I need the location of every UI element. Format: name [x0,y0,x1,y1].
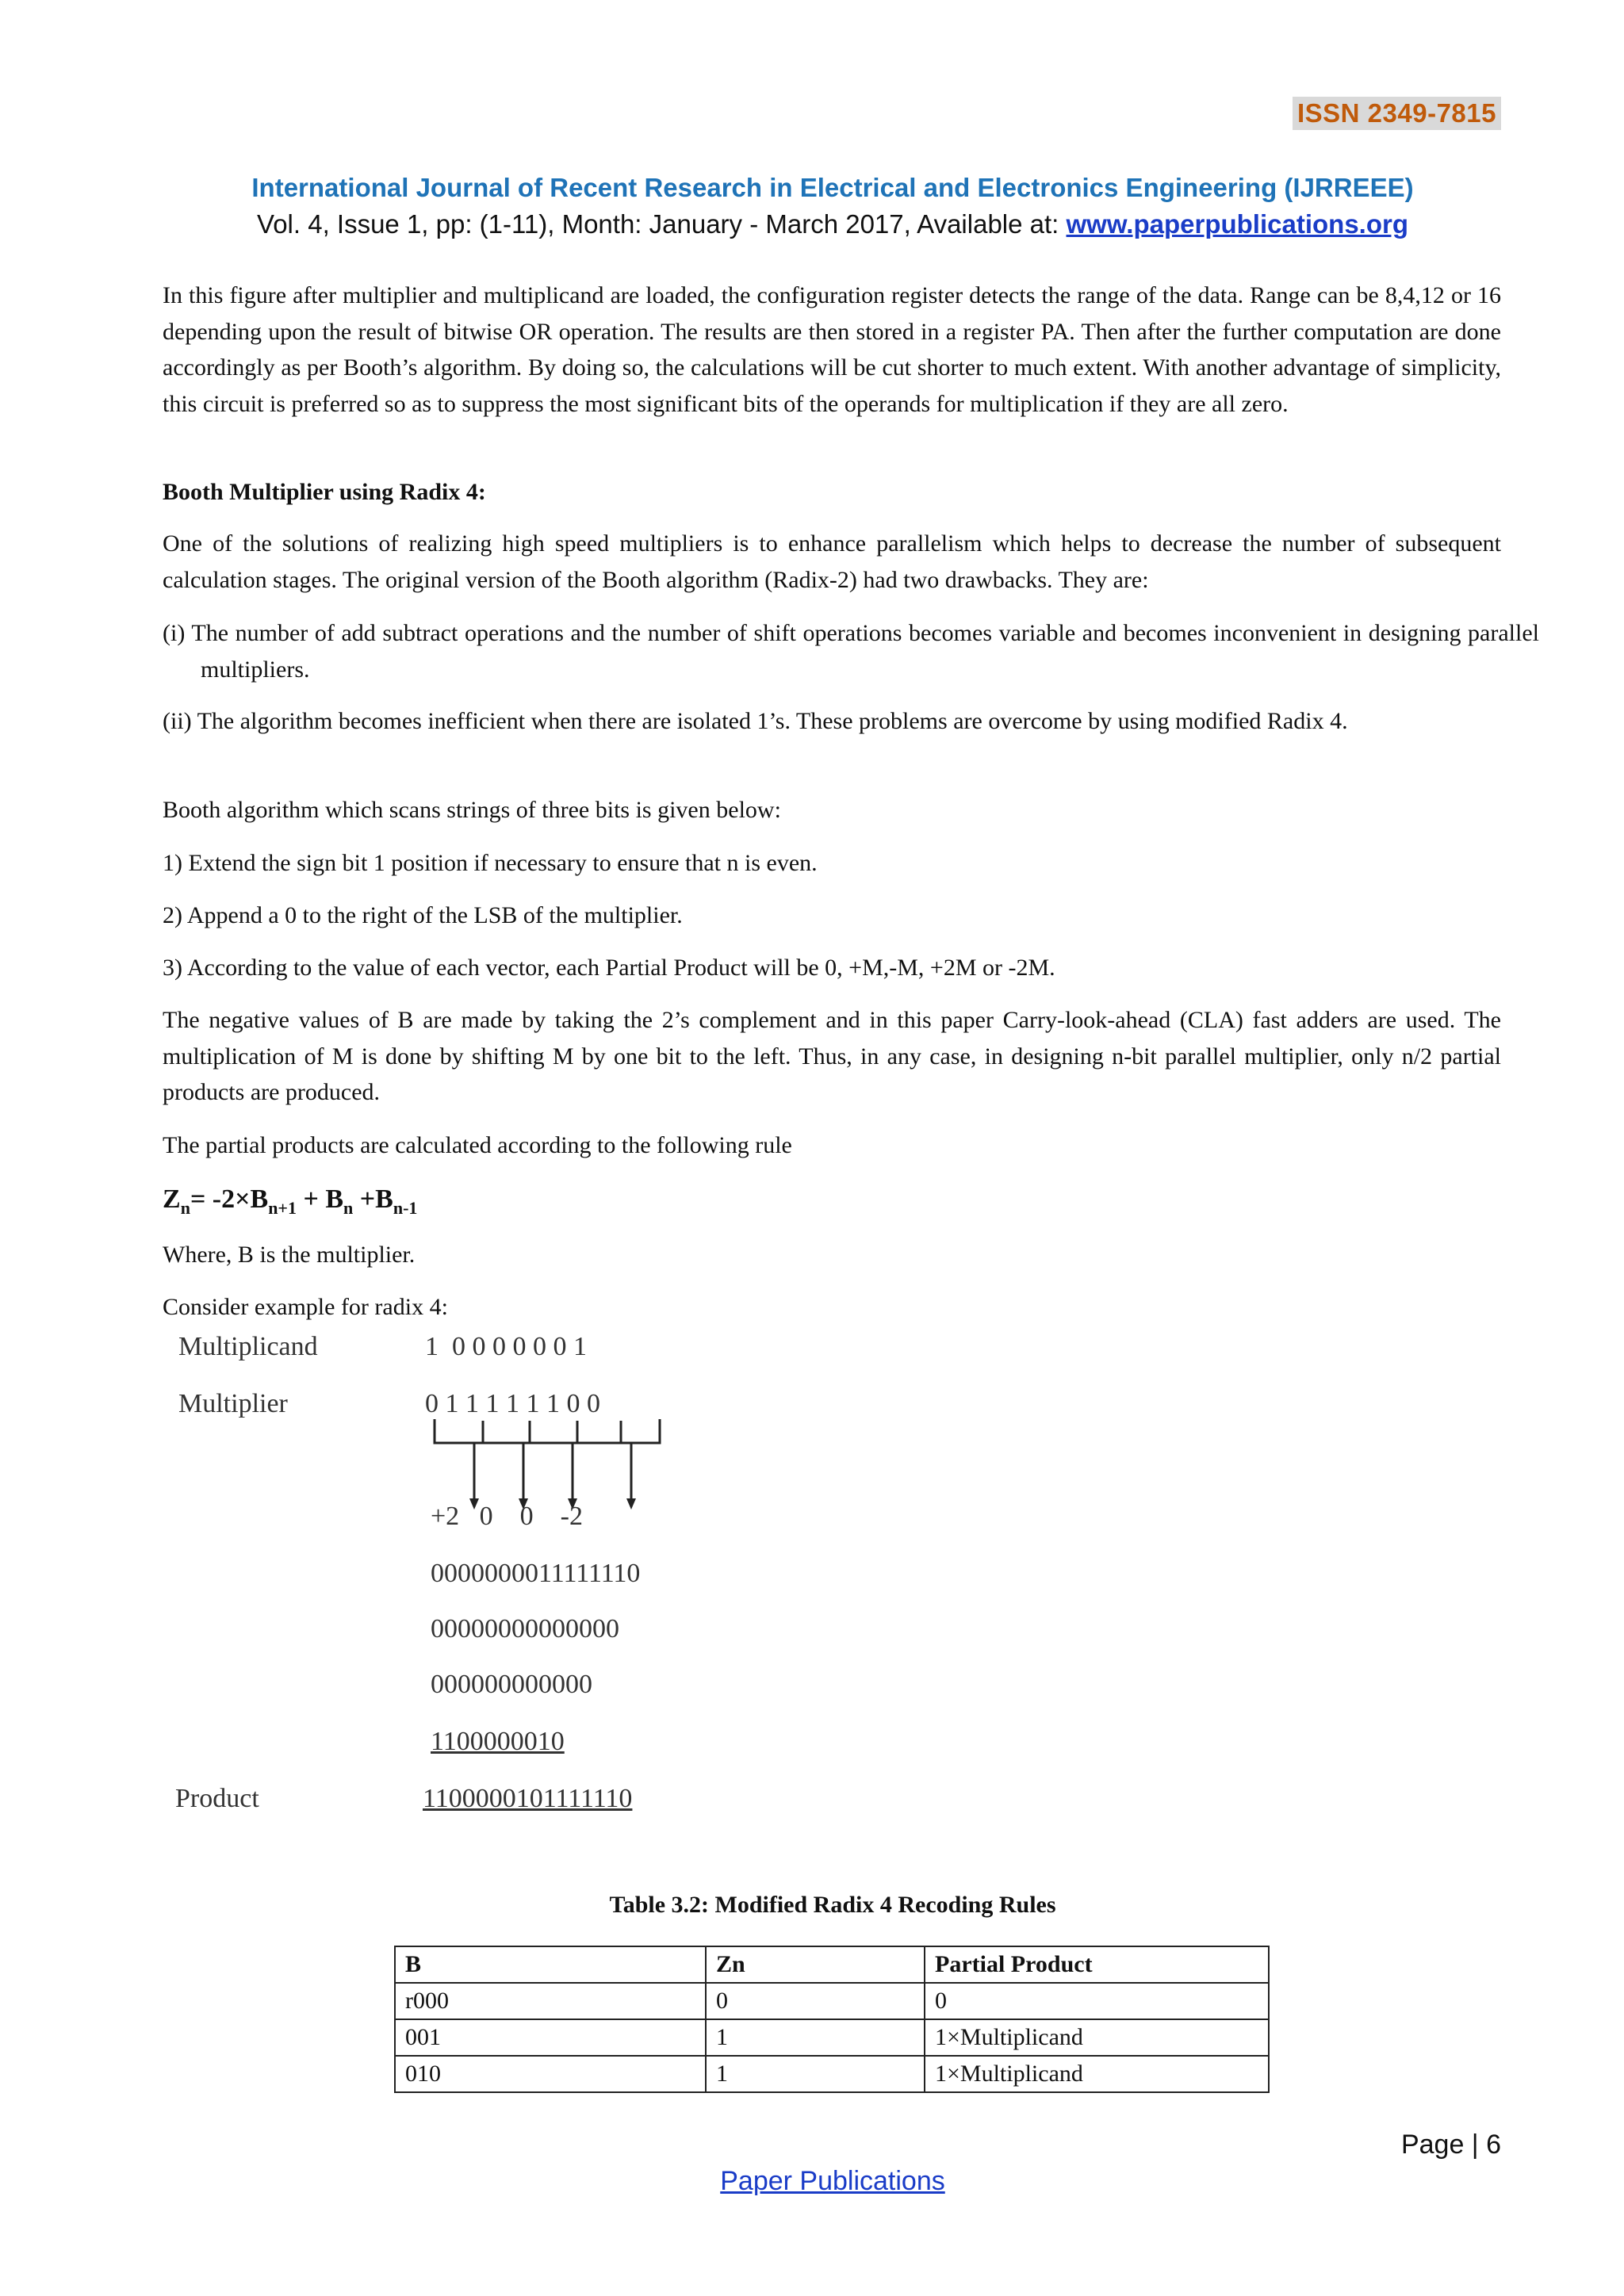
table-cell: 1 [706,2019,925,2056]
formula-part1: = -2×B [190,1184,269,1214]
table-caption: Table 3.2: Modified Radix 4 Recoding Rules [609,1892,1056,1918]
multiplier-label: Multiplier [178,1389,288,1418]
rule-intro: The partial products are calculated according to the following rule [163,1132,792,1158]
formula-part3: +B [353,1184,393,1214]
step-2: 2) Append a 0 to the right of the LSB of the multiplier. [163,902,683,928]
radix4-paragraph: One of the solutions of realizing high speed multipliers is to enhance parallelism which helps to decrease the number of subsequent calculation stages. The original version of the Booth algorithm (Radix-2) had two drawbacks. They are: [163,530,1501,593]
recoding-rules-table [394,1946,1270,2093]
header-zn: Zn [706,1946,925,1983]
formula-z-sub: n [180,1197,190,1218]
cla-paragraph: The negative values of B are made by taking the 2’s complement and in this paper Carry-look-ahead (CLA) fast adders are used. The multiplication of M is done by shifting M by one bit to the left. Thus, in any case, in designing n-bit parallel multiplier, only n/2 partial products are produced. [163,1007,1501,1105]
partial-product-3: 000000000000 [431,1670,592,1699]
table-cell: 0 [706,1983,925,2019]
header-b: B [395,1946,706,1983]
table-row [395,2056,1269,2092]
publisher-link[interactable]: Paper Publications [720,2166,945,2196]
partial-product-4: 1100000010 [431,1727,565,1756]
scan-intro: Booth algorithm which scans strings of three bits is given below: [163,797,781,823]
table-cell: 010 [395,2056,706,2092]
drawback-item-2: (ii) The algorithm becomes inefficient when there are isolated 1’s. These problems are overcome by using modified Radix 4. [163,708,1348,734]
multiplicand-value: 1 0 0 0 0 0 0 1 [425,1332,587,1361]
volume-text: Vol. 4, Issue 1, pp: (1-11), Month: January - March 2017, Available at: [257,209,1067,239]
table-cell: 1×Multiplicand [925,2056,1269,2092]
table-row [395,2019,1269,2056]
partial-product-2: 00000000000000 [431,1614,619,1644]
grouping-bracket [435,1419,660,1443]
table-cell: 001 [395,2019,706,2056]
footer [0,2166,1624,2197]
step-3: 3) According to the value of each vector, each Partial Product will be 0, +M,-M, +2M or -2M. [163,955,1055,981]
recoded-digits: +2 0 0 -2 [431,1502,583,1531]
multiplicand-label: Multiplicand [178,1332,318,1361]
formula-part2: + B [296,1184,344,1214]
issn-badge: ISSN 2349-7815 [1293,97,1501,130]
formula-b1-sub: n+1 [268,1197,297,1218]
header-partial-product: Partial Product [925,1946,1269,1983]
formula-b2-sub: n [343,1197,354,1218]
step-1: 1) Extend the sign bit 1 position if necessary to ensure that n is even. [163,850,818,876]
arrow-head-4 [626,1498,636,1510]
table-cell: 1 [706,2056,925,2092]
intro-paragraph: In this figure after multiplier and multiplicand are loaded, the configuration register detects the range of the data. Range can be 8,4,12 or 16 depending upon the result of bitwise OR operation. The results are then stored in a register PA. Then after the further computation are done accordingly as per Booth’s algorithm. By doing so, the calculations will be cut shorter to much extent. With another advantage of simplicity, this circuit is preferred so as to suppress the most significant bits of the operands for multiplication if they are all zero. [163,282,1501,417]
where-line: Where, B is the multiplier. [163,1242,416,1268]
page-number: Page | 6 [1400,2130,1501,2160]
table-row [395,1983,1269,2019]
partial-product-1: 0000000011111110 [431,1559,641,1588]
journal-title: International Journal of Recent Research in Electrical and Electronics Engineering (IJRREEE) [251,173,1414,202]
formula-z: Z [163,1184,181,1214]
section-heading: Booth Multiplier using Radix 4: [163,479,486,505]
formula-b3-sub: n-1 [393,1197,418,1218]
table-cell: 0 [925,1983,1269,2019]
journal-website-link[interactable]: www.paperpublications.org [1066,209,1408,239]
table-cell: r000 [395,1983,706,2019]
consider-line: Consider example for radix 4: [163,1294,448,1320]
multiplier-value: 0 1 1 1 1 1 1 0 0 [425,1389,600,1418]
product-label: Product [175,1784,259,1813]
product-value: 1100000101111110 [423,1784,633,1813]
table-header-row [395,1946,1269,1983]
drawback-item-1: (i) The number of add subtract operations and the number of shift operations becomes variable and becomes inconvenient in designing parallel multipliers. [163,620,1539,683]
table-cell: 1×Multiplicand [925,2019,1269,2056]
